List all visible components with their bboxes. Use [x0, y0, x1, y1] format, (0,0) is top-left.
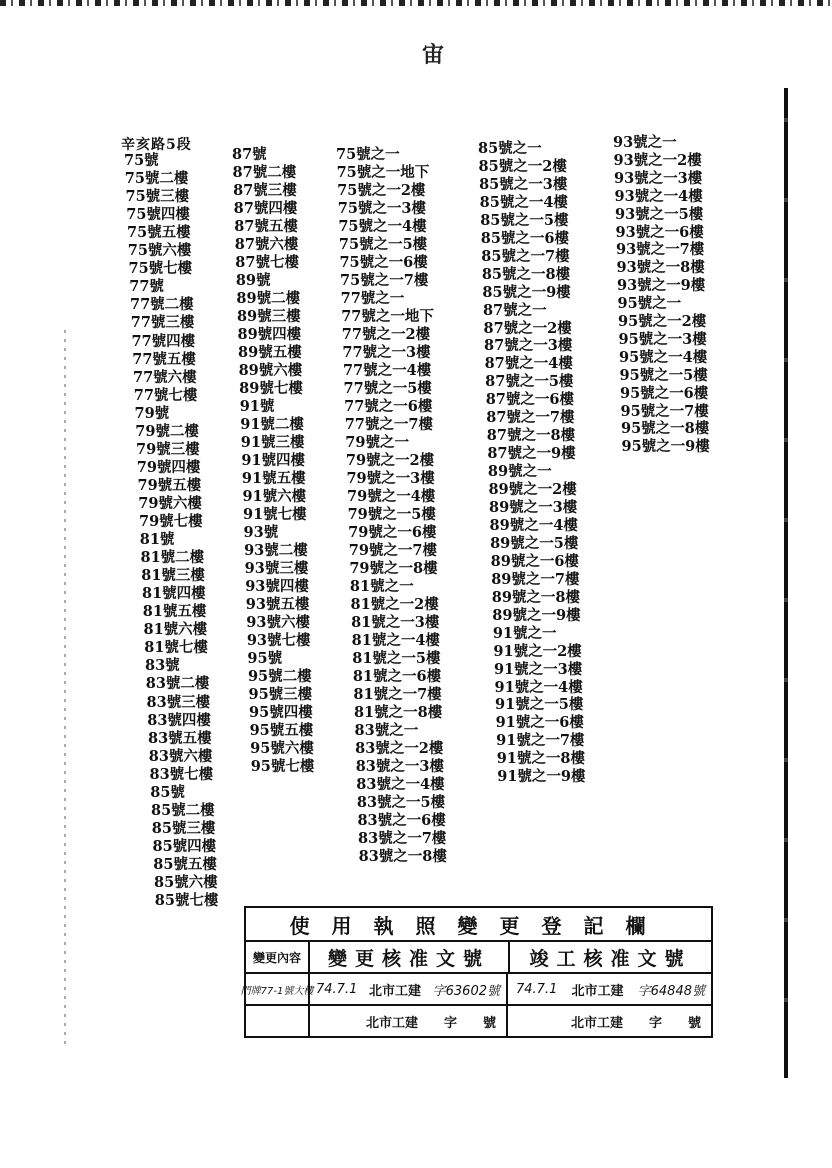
address-entry: 77號之一2樓	[341, 326, 431, 343]
address-entry: 81號之一6樓	[352, 668, 442, 685]
address-entry: 87號之一8樓	[486, 427, 576, 445]
address-entry: 77號三樓	[130, 314, 195, 332]
address-entry: 93號	[243, 524, 279, 541]
address-entry: 79號四樓	[136, 458, 201, 476]
address-entry: 83號之一	[354, 722, 419, 739]
address-entry: 79號之一8樓	[349, 560, 438, 577]
address-entry: 79號之一5樓	[347, 506, 436, 523]
address-entry: 91號	[239, 398, 275, 415]
address-entry: 89號之一7樓	[491, 570, 580, 588]
address-entry: 79號之一6樓	[348, 524, 437, 541]
address-entry: 85號之一8樓	[481, 265, 571, 283]
address-entry: 89號三樓	[236, 308, 301, 325]
address-entry: 77號之一7樓	[344, 416, 433, 433]
address-entry: 85號之一5樓	[480, 211, 569, 229]
row1-office1: 北市工建	[368, 983, 421, 999]
address-entry: 89號	[235, 272, 271, 289]
address-entry: 93號之一4樓	[614, 187, 703, 205]
address-entry: 93號之一5樓	[615, 205, 704, 223]
address-entry: 91號之一2樓	[493, 642, 582, 660]
address-entry: 89號四樓	[237, 326, 302, 343]
address-entry: 75號之一6樓	[339, 254, 428, 271]
address-entry: 93號五樓	[245, 596, 310, 613]
address-entry: 87號之一9樓	[487, 445, 576, 463]
address-entry: 79號	[134, 404, 170, 422]
address-entry: 79號之一7樓	[348, 542, 438, 559]
address-entry: 85號	[150, 783, 185, 801]
row2-change-content	[246, 1006, 310, 1036]
head-completion-approval-no: 竣工核准文號	[529, 947, 692, 970]
row1-date2: 74.7.1	[516, 981, 558, 997]
address-entry: 93號二樓	[244, 542, 308, 559]
address-entry: 85號之一	[478, 140, 542, 157]
address-entry: 89號之一2樓	[488, 481, 577, 499]
address-entry: 95號之一3樓	[618, 330, 707, 348]
address-entry: 95號之一8樓	[621, 420, 710, 438]
address-entry: 77號之一3樓	[342, 344, 431, 361]
row1-completion-approval	[510, 974, 711, 1004]
address-entry: 93號之一	[613, 134, 677, 151]
address-entry: 77號	[129, 278, 164, 296]
address-entry: 87號之一6樓	[485, 391, 574, 409]
address-entry: 81號之一3樓	[351, 614, 440, 631]
address-entry: 75號之一7樓	[340, 272, 429, 289]
address-entry: 95號七樓	[250, 758, 315, 775]
address-entry: 91號之一5樓	[495, 696, 584, 714]
address-entry: 87號七樓	[235, 254, 299, 271]
address-entry: 89號之一	[487, 463, 552, 481]
address-entry: 75號之一	[336, 146, 400, 163]
address-entry: 83號七樓	[149, 765, 214, 783]
address-entry: 85號三樓	[151, 819, 216, 837]
register-title: 使用執照變更登記欄	[289, 913, 668, 938]
address-entry: 87號之一5樓	[485, 373, 574, 391]
address-entry: 81號之一5樓	[352, 650, 441, 667]
address-entry: 83號	[145, 657, 180, 675]
row1-office2: 北市工建	[571, 983, 624, 999]
row2-zi2: 字	[648, 1015, 662, 1031]
address-entry: 79號之一2樓	[345, 452, 435, 469]
address-entry: 95號二樓	[247, 668, 312, 685]
register-header-row	[246, 942, 711, 974]
address-entry: 77號七樓	[133, 386, 198, 404]
address-entry: 75號	[124, 152, 159, 169]
address-entry: 75號六樓	[127, 242, 192, 260]
address-entry: 87號之一	[482, 301, 547, 319]
row1-change-content: 門牌77-1號大樓	[246, 974, 310, 1004]
address-entry: 77號之一4樓	[342, 362, 432, 379]
address-entry: 83號之一6樓	[357, 812, 446, 829]
address-entry: 93號之一9樓	[617, 277, 706, 295]
address-entry: 95號之一9樓	[621, 438, 710, 456]
row2-completion-approval	[510, 1006, 711, 1036]
address-entry: 85號之一9樓	[482, 283, 571, 301]
address-entry: 89號之一6樓	[490, 552, 579, 570]
address-entry: 79號五樓	[137, 476, 202, 494]
address-entry: 81號四樓	[142, 585, 206, 603]
address-entry: 85號六樓	[154, 874, 218, 891]
address-entry: 85號之一2樓	[478, 157, 567, 175]
row2-hao1: 號	[482, 1015, 496, 1031]
row1-change-approval	[310, 974, 508, 1004]
address-entry: 95號	[247, 650, 283, 667]
address-entry: 81號三樓	[141, 567, 205, 585]
address-entry: 95號之一5樓	[619, 366, 708, 384]
address-entry: 85號之一4樓	[479, 193, 568, 211]
address-entry: 77號之一	[340, 290, 405, 307]
address-entry: 75號之一地下	[336, 164, 430, 181]
address-entry: 87號四樓	[233, 200, 298, 217]
address-entry: 77號四樓	[131, 332, 196, 350]
head-change-content: 變更內容	[246, 942, 310, 972]
address-entry: 87號	[232, 146, 267, 163]
address-entry: 75號之一5樓	[338, 236, 428, 253]
address-entry: 87號之一2樓	[483, 319, 572, 337]
row2-office1: 北市工建	[365, 1015, 418, 1031]
address-entry: 75號之一4樓	[338, 218, 427, 235]
register-title-row	[246, 908, 711, 942]
address-entry: 95號之一6樓	[620, 384, 709, 402]
address-entry: 75號三樓	[125, 188, 190, 206]
address-entry: 77號二樓	[130, 296, 194, 314]
address-entry: 87號五樓	[234, 218, 298, 235]
address-entry: 81號之一4樓	[351, 632, 440, 649]
address-entry: 93號之一2樓	[613, 151, 702, 169]
address-entry: 93號之一8樓	[616, 259, 705, 277]
address-entry: 95號之一4樓	[619, 348, 708, 366]
address-entry: 79號之一3樓	[346, 470, 435, 487]
address-entry: 77號五樓	[132, 350, 196, 368]
address-entry: 89號五樓	[238, 344, 302, 361]
address-entry: 79號三樓	[136, 440, 200, 458]
address-entry: 83號二樓	[145, 675, 210, 693]
address-entry: 81號之一	[349, 578, 414, 595]
row2-zi1: 字	[443, 1015, 457, 1031]
address-entry: 77號六樓	[133, 368, 197, 386]
address-entry: 95號四樓	[249, 704, 313, 721]
address-entry: 77號之一地下	[341, 308, 434, 325]
address-entry: 93號四樓	[245, 578, 309, 595]
address-entry: 87號六樓	[234, 236, 299, 253]
row2-change-approval	[310, 1006, 508, 1036]
address-entry: 93號之一3樓	[614, 169, 703, 187]
address-entry: 85號五樓	[153, 855, 217, 873]
address-entry: 75號四樓	[126, 206, 190, 224]
address-entry: 79號之一4樓	[347, 488, 436, 505]
address-entry: 83號之一7樓	[358, 830, 447, 847]
address-entry: 85號二樓	[151, 801, 215, 819]
address-entry: 83號之一4樓	[356, 776, 445, 793]
address-entry: 75號七樓	[128, 260, 193, 278]
address-entry: 83號之一3樓	[355, 758, 444, 775]
address-entry: 83號之一2樓	[355, 740, 444, 757]
address-entry: 91號之一4樓	[494, 678, 583, 696]
address-entry: 81號之一8樓	[353, 704, 443, 721]
address-entry: 87號之一3樓	[484, 337, 573, 355]
address-entry: 89號之一9樓	[492, 606, 581, 624]
address-entry: 77號之一5樓	[343, 380, 432, 397]
address-entry: 91號二樓	[240, 416, 304, 433]
address-entry: 91號之一7樓	[496, 732, 585, 750]
address-entry: 85號之一3樓	[479, 175, 568, 193]
head-change-approval-no: 變更核准文號	[310, 942, 510, 972]
address-entry: 93號三樓	[244, 560, 309, 577]
address-entry: 85號七樓	[154, 892, 219, 910]
address-entry: 83號三樓	[146, 693, 211, 711]
address-entry: 91號之一8樓	[496, 750, 585, 768]
address-entry: 83號之一5樓	[356, 794, 446, 811]
address-entry: 81號六樓	[143, 621, 208, 639]
address-entry: 79號六樓	[138, 494, 202, 512]
address-entry: 93號七樓	[246, 632, 311, 649]
address-entry: 91號之一9樓	[497, 768, 586, 786]
address-entry: 77號之一6樓	[344, 398, 433, 415]
address-entry: 75號之一2樓	[337, 182, 426, 199]
address-entry: 91號五樓	[241, 470, 306, 487]
address-entry: 83號之一8樓	[358, 848, 447, 865]
address-entry: 85號之一7樓	[481, 247, 570, 265]
address-entry: 89號二樓	[236, 290, 301, 307]
row1-date1: 74.7.1	[316, 981, 358, 997]
address-entry: 95號之一7樓	[620, 402, 709, 420]
street-label: 辛亥路5段	[121, 137, 192, 153]
address-entry: 89號六樓	[238, 362, 303, 379]
address-entry: 95號之一	[617, 295, 682, 313]
address-entry: 89號之一4樓	[489, 516, 578, 534]
address-entry: 89號之一5樓	[490, 534, 579, 552]
address-entry: 95號之一2樓	[618, 313, 707, 330]
address-entry: 79號二樓	[135, 422, 199, 440]
address-entry: 87號之一7樓	[486, 409, 575, 427]
usage-license-change-register	[240, 906, 713, 1038]
address-entry: 95號五樓	[249, 722, 314, 739]
address-entry: 81號二樓	[140, 549, 205, 567]
address-entry: 91號之一6樓	[495, 714, 584, 732]
address-entry: 91號七樓	[243, 506, 307, 523]
address-entry: 79號七樓	[139, 513, 203, 530]
address-entry: 75號之一3樓	[337, 200, 427, 217]
address-entry: 91號之一3樓	[493, 660, 583, 678]
address-entry: 83號五樓	[148, 729, 212, 747]
address-entry: 95號三樓	[248, 686, 313, 703]
address-entry: 83號六樓	[148, 747, 213, 765]
address-entry: 81號七樓	[144, 639, 208, 657]
row2-hao2: 號	[687, 1015, 701, 1031]
address-entry: 87號三樓	[233, 182, 297, 199]
address-entry: 93號之一7樓	[616, 241, 705, 259]
address-entry: 75號五樓	[127, 224, 191, 242]
address-entry: 95號六樓	[250, 740, 314, 757]
address-entry: 85號四樓	[152, 837, 217, 855]
address-entry: 81號	[139, 531, 175, 549]
address-entry: 91號三樓	[240, 434, 305, 451]
address-entry: 91號六樓	[242, 488, 307, 505]
row1-no2: 字64848號	[637, 983, 705, 999]
register-row-1	[240, 974, 711, 1006]
address-entry: 81號五樓	[142, 603, 207, 621]
address-entry: 79號之一	[345, 434, 409, 451]
address-entry: 89號七樓	[239, 380, 303, 397]
address-entry: 93號六樓	[246, 614, 310, 631]
address-entry: 87號二樓	[232, 164, 297, 181]
address-entry: 83號四樓	[147, 711, 211, 729]
row1-no1: 字63602號	[432, 983, 500, 999]
address-entry: 91號之一	[492, 624, 557, 642]
address-entry: 89號之一3樓	[489, 499, 578, 516]
address-entry: 81號之一2樓	[350, 596, 439, 613]
register-row-2	[246, 1006, 711, 1036]
address-entry: 85號之一6樓	[480, 229, 570, 247]
address-entry: 81號之一7樓	[353, 686, 442, 703]
row2-office2: 北市工建	[570, 1015, 623, 1031]
address-entry: 91號四樓	[241, 452, 306, 469]
address-entry: 93號之一6樓	[615, 223, 704, 241]
address-entry: 75號二樓	[124, 170, 189, 188]
address-entry: 89號之一8樓	[491, 588, 581, 606]
top-mark-right: 宙	[422, 42, 445, 68]
address-entry: 87號之一4樓	[484, 355, 573, 373]
